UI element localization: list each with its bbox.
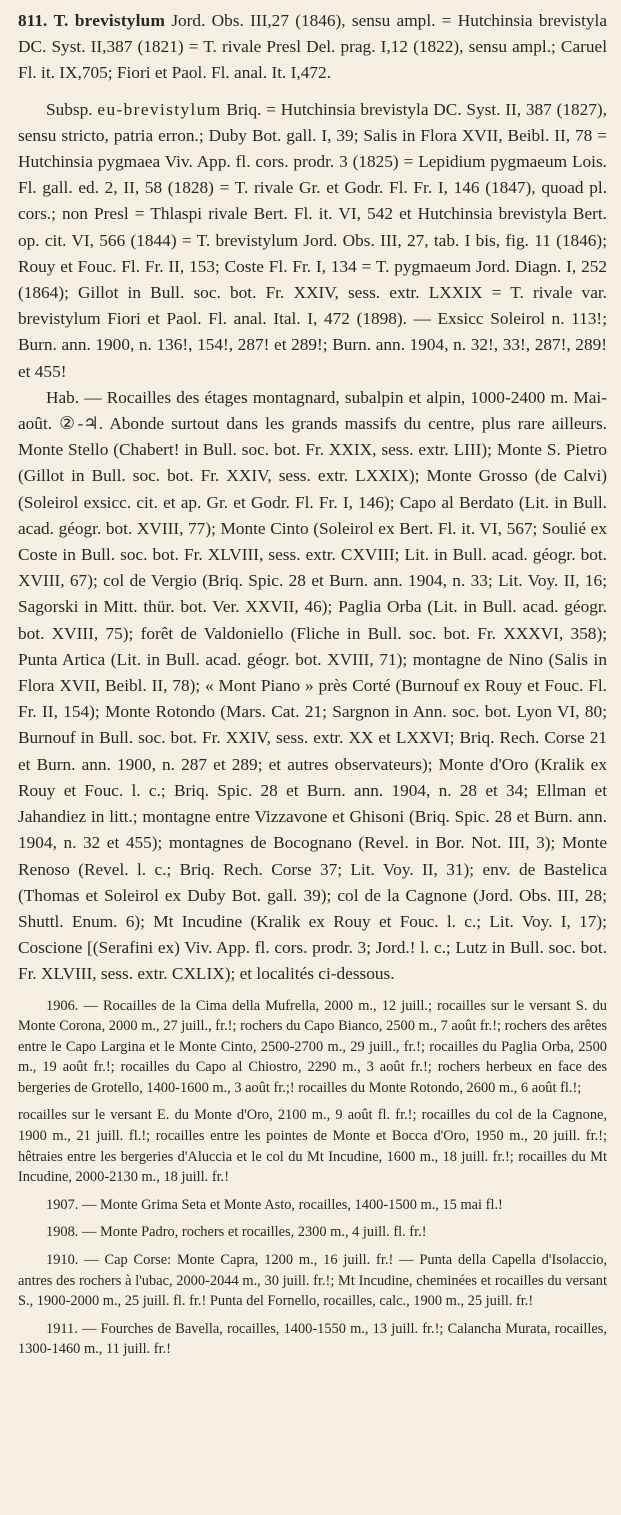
species-number: 811.	[18, 11, 48, 30]
genus-abbreviation: T.	[53, 11, 69, 30]
habitat-paragraph: Hab. — Rocailles des étages montagnard, subalpin et alpin, 1000-2400 m. Mai-août. ②-♃. Abonde surtout dans les grands massifs du centre, plus rare ailleurs. Monte Stello (Chabert! in Bull. soc. bot. Fr. XXIX, sess. extr. LIII); Monte S. Pietro (Gillot in Bull. soc. bot. Fr. XXIV, sess. extr. LXXIX); Monte Grosso (de Calvi) (Soleirol exsicc. cit. et ap. Gr. et Godr. Fl. Fr. I, 146); Capo al Berdato (Lit. in Bull. acad. géogr. bot. XVIII, 77); Monte Cinto (Soleirol ex Bert. Fl. it. VI, 567; Soulié ex Coste in Bull. soc. bot. Fr. XLVIII, sess. extr. CXVIII; Lit. in Bull. acad. géogr. bot. XVIII, 67); col de Vergio (Briq. Spic. 28 et Burn. ann. 1904, n. 33; Lit. Voy. II, 16; Sagorski in Mitt. thür. bot. Ver. XXVII, 46); Paglia Orba (Lit. in Bull. acad. géogr. bot. XVIII, 75); forêt de Valdoniello (Fliche in Bull. soc. bot. Fr. XXXVI, 358); Punta Artica (Lit. in Bull. acad. géogr. bot. XVIII, 71); montagne de Nino (Salis in Flora XVII, Beibl. II, 78); « Mont Piano » près Corté (Burnouf ex Rouy et Fouc. Fl. Fr. II, 154); Monte Rotondo (Mars. Cat. 21; Sargnon in Ann. soc. bot. Lyon VI, 80; Burnouf in Bull. soc. bot. Fr. XXIV, sess. extr. XX et LXXVI; Briq. Rech. Corse 21 et Burn. ann. 1900, n. 287 et 289; et autres observateurs); Monte d'Oro (Kralik ex Rouy et Fouc. l. c.; Briq. Spic. 28 et Burn. ann. 1904, n. 28 et 34; Ellman et Jahandiez in litt.; montagne entre Vizzavone et Ghisoni (Briq. Spic. 28 et Burn. ann. 1904, n. 32 et 455); montagnes de Bocognano (Revel. in Bor. Not. III, 3); Monte Renoso (Revel. l. c.; Briq. Rech. Corse 37; Lit. Voy. II, 31); env. de Bastelica (Thomas et Soleirol ex Duby Bot. gall. 39); col de la Cagnone (Jord. Obs. III, 28; Shuttl. Enum. 6); Mt Incudine (Kralik ex Rouy et Fouc. l. c.; Lit. Voy. I, 17); Coscione [(Serafini ex) Viv. App. fl. cors. prodr. 3; Jord.! l. c.; Lutz in Bull. soc. bot. Fr. XLVIII, sess. extr. CXLIX); et localités ci-dessous.	[18, 387, 607, 984]
subspecies-name: eu-brevistylum	[97, 99, 222, 119]
species-entry	[18, 8, 607, 87]
subspecies-prefix: Subsp.	[46, 99, 93, 119]
subspecies-paragraph	[18, 97, 607, 385]
species-name: brevistylum	[74, 11, 166, 30]
observation-1910: 1910. — Cap Corse: Monte Capra, 1200 m., 16 juill. fr.! — Punta della Capella d'Isolaccio, antres des rochers à l'ubac, 2000-2044 m., 30 juill. fr.!; Mt Incudine, cheminées et rocailles du versant S., 1900-2000 m., 25 juill. fl. fr.! Punta del Fornello, rocailles, calc., 1900 m., 25 juill. fr.!	[18, 1252, 607, 1310]
observation-1906-part2: rocailles sur le versant E. du Monte d'Oro, 2100 m., 9 août fl. fr.!; rocailles du col de la Cagnone, 1900 m., 21 juill. fl.!; rocailles entre les pointes de Monte et Bocca d'Oro, 1950 m., 20 juill. fr.!; hêtraies entre les bergeries d'Aluccia et le col du Mt Incudine, 1600 m., 18 juill. fr.!; rocailles du Mt Incudine, 2000-2130 m., 18 juill. fr.!	[18, 1107, 607, 1186]
observation-1906-part1: 1906. — Rocailles de la Cima della Mufrella, 2000 m., 12 juill.; rocailles sur le versant S. du Monte Corona, 2000 m., 27 juill., fr.!; rochers du Capo Bianco, 2500 m., 7 août fr.!; rochers des arêtes entre le Capo Largina et le Monte Cinto, 2500-2700 m., 29 juill., fr.!; rocailles du Paglia Orba, 2500 m., 19 août fr.!; rocailles du Capo al Chiostro, 2290 m., 3 août fr.!; rochers herbeux en face des bergeries de Grotello, 1400-1600 m., 3 août fr.;! rocailles du Monte Rotondo, 2600 m., 6 août fl.!;	[18, 997, 607, 1096]
observation-1911: 1911. — Fourches de Bavella, rocailles, 1400-1550 m., 13 juill. fr.!; Calancha Murata, rocailles, 1300-1460 m., 11 juill. fr.!	[18, 1320, 607, 1358]
observation-1907: 1907. — Monte Grima Seta et Monte Asto, rocailles, 1400-1500 m., 15 mai fl.!	[46, 1196, 503, 1213]
species-synonymy: Jord. Obs. III,27 (1846), sensu ampl. = Hutchinsia brevistyla DC. Syst. II,387 (1821) = T. rivale Presl Del. prag. I,12 (1822), sensu ampl.; Caruel Fl. it. IX,705; Fiori et Paol. Fl. anal. It. I,472.	[18, 11, 608, 83]
subspecies-synonymy: Briq. = Hutchinsia brevistyla DC. Syst. II, 387 (1827), sensu stricto, patria erron.; Duby Bot. gall. I, 39; Salis in Flora XVII, Beibl. II, 78 = Hutchinsia pygmaea Viv. App. fl. cors. prodr. 3 (1825) = Lepidium pygmaeum Lois. Fl. gall. ed. 2, II, 58 (1828) = T. rivale Gr. et Godr. Fl. Fr. I, 146 (1847), quoad pl. cors.; non Presl = Thlaspi rivale Bert. Fl. it. VI, 542 et Hutchinsia brevistyla Bert. op. cit. VI, 566 (1844) = T. brevistylum Jord. Obs. III, 27, tab. I bis, fig. 11 (1846); Rouy et Fouc. Fl. Fr. II, 153; Coste Fl. Fr. I, 134 = T. pygmaeum Jord. Diagn. I, 252 (1864); Gillot in Bull. soc. bot. Fr. XXIV, sess. extr. LXXIX = T. rivale var. brevistylum Fiori et Paol. Fl. anal. Ital. I, 472 (1898). — Exsicc Soleirol n. 113!; Burn. ann. 1900, n. 136!, 154!, 287! et 289!; Burn. ann. 1904, n. 32!, 33!, 287!, 289! et 455!	[18, 99, 607, 381]
observation-1908: 1908. — Monte Padro, rochers et rocailles, 2300 m., 4 juill. fl. fr.!	[46, 1224, 427, 1241]
